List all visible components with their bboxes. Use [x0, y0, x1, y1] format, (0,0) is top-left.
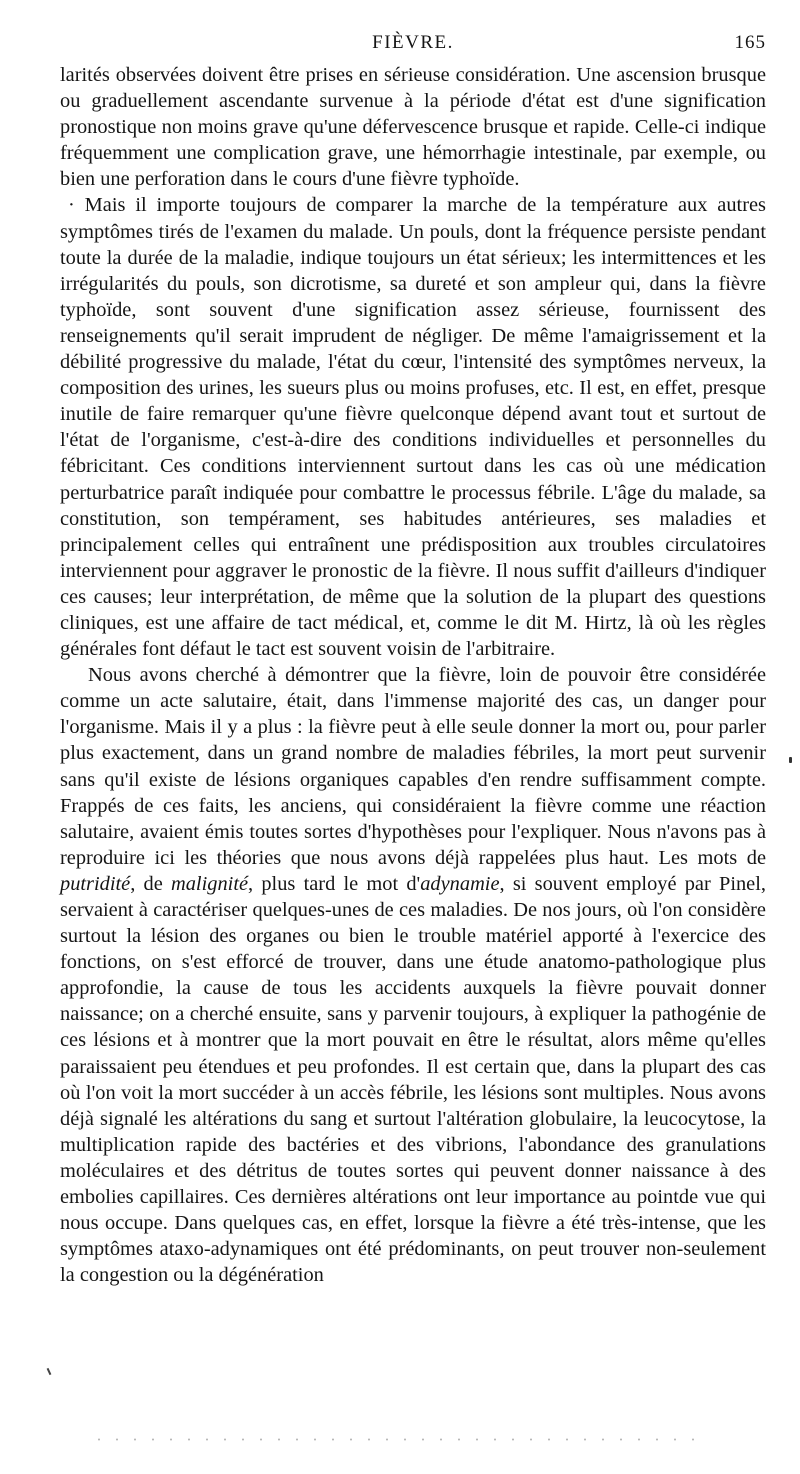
- body-text: [60, 62, 766, 1288]
- paragraph-fever-danger: [60, 662, 766, 1288]
- stray-ink-mark: [47, 1368, 52, 1375]
- text-segment: , plus tard le mot d': [248, 872, 421, 895]
- text-segment: · Mais il importe toujours de comparer la marche de la température aux autres symptômes tirés de l'examen du malade. Un pouls, dont la fréquence persiste pendant toute la durée de la maladie, indique toujours un état sérieux; les intermittences et les irrégularités du pouls, son dicrotisme, sa dureté et son ampleur qui, dans la fièvre typhoïde, sont souvent d'une signification assez sérieuse, fournissent des renseignements qu'il serait imprudent de négliger. De même l'amaigrissement et la débilité progressive du malade, l'état du cœur, l'intensité des symptômes nerveux, la composition des urines, les sueurs plus ou moins profuses, etc. Il est, en effet, presque inutile de faire remarquer qu'une fièvre quelconque dépend avant tout et surtout de l'état de l'organisme, c'est-à-dire des conditions individuelles et personnelles du fébricitant. Ces conditions interviennent surtout dans les cas où une médication perturbatrice paraît indiquée pour combattre le processus fébrile. L'âge du malade, sa constitution, son tempérament, ses habitudes antérieures, ses maladies et principalement celles qui entraînent une prédisposition aux troubles circulatoires interviennent pour aggraver le pronostic de la fièvre. Il nous suffit d'ailleurs d'indiquer ces causes; leur interprétation, de même que la solution de la plupart des questions cliniques, est une affaire de tact médical, et, comme le dit M. Hirtz, là où les règles générales font défaut le tact est souvent voisin de l'arbitraire.: [60, 194, 766, 661]
- italic-term-adynamie: adynamie: [420, 872, 500, 895]
- text-segment: Nous avons cherché à démontrer que la fièvre, loin de pouvoir être considérée comme un acte salutaire, était, dans l'immense majorité des cas, un danger pour l'organisme. Mais il y a plus : la fièvre peut à elle seule donner la mort ou, pour parler plus exactement, dans un grand nombre de maladies fébriles, la mort peut survenir sans qu'il existe de lésions organiques capables d'en rendre suffisamment compte. Frappés de ces faits, les anciens, qui considéraient la fièvre comme une réaction salutaire, avaient émis toutes sortes d'hypothèses pour l'expliquer. Nous n'avons pas à reproduire ici les théories que nous avons déjà rappelées plus haut. Les mots de: [60, 664, 766, 869]
- text-segment: , si souvent employé par Pinel, servaient à caractériser quelques-unes de ces maladies. De nos jours, où l'on considère surtout la lésion des organes ou bien le trouble matériel apporté à l'exercice des fonctions, on s'est efforcé de trouver, dans une étude anatomo-pathologique plus approfondie, la cause de tous les accidents auxquels la fièvre pouvait donner naissance; on a cherché ensuite, sans y parvenir toujours, à expliquer la pathogénie de ces lésions et à montrer que la mort pouvait en être le résultat, alors même qu'elles paraissaient peu étendues et peu profondes. Il est certain que, dans la plupart des cas où l'on voit la mort succéder à un accès fébrile, les lésions sont multiples. Nous avons déjà signalé les altérations du sang et surtout l'altération globulaire, la leucocytose, la multiplication rapide des bactéries et des vibrions, l'abondance des granulations moléculaires et des détritus de toutes sortes qui peuvent donner naissance à des embolies capillaires. Ces dernières altérations ont leur importance au pointde vue qui nous occupe. Dans quelques cas, en effet, lorsque la fièvre a été très-intense, que les symptômes ataxo-adynamiques ont été prédominants, on peut trouver non-seulement la congestion ou la dégénération: [60, 872, 766, 1287]
- text-segment: , de: [130, 872, 172, 895]
- text-segment: larités observées doivent être prises en sérieuse considération. Une ascension brusque ou graduellement ascendante survenue à la période d'état est d'une signification pronostique non moins grave qu'une défervescence brusque et rapide. Celle-ci indique fréquemment une complication grave, une hémorrhagie intestinale, par exemple, ou bien une perforation dans le cours d'une fièvre typhoïde.: [60, 64, 766, 191]
- italic-term-putridite: putridité: [60, 872, 131, 895]
- margin-speck: [789, 757, 792, 763]
- paragraph-continuation: [60, 62, 766, 192]
- paragraph-temperature-symptoms: [60, 192, 766, 662]
- running-head: [60, 30, 766, 58]
- scan-noise-strip: [90, 1438, 710, 1441]
- italic-term-malignite: malignité: [171, 872, 249, 895]
- page-number: 165: [734, 32, 766, 53]
- running-title: FIÈVRE.: [372, 32, 454, 53]
